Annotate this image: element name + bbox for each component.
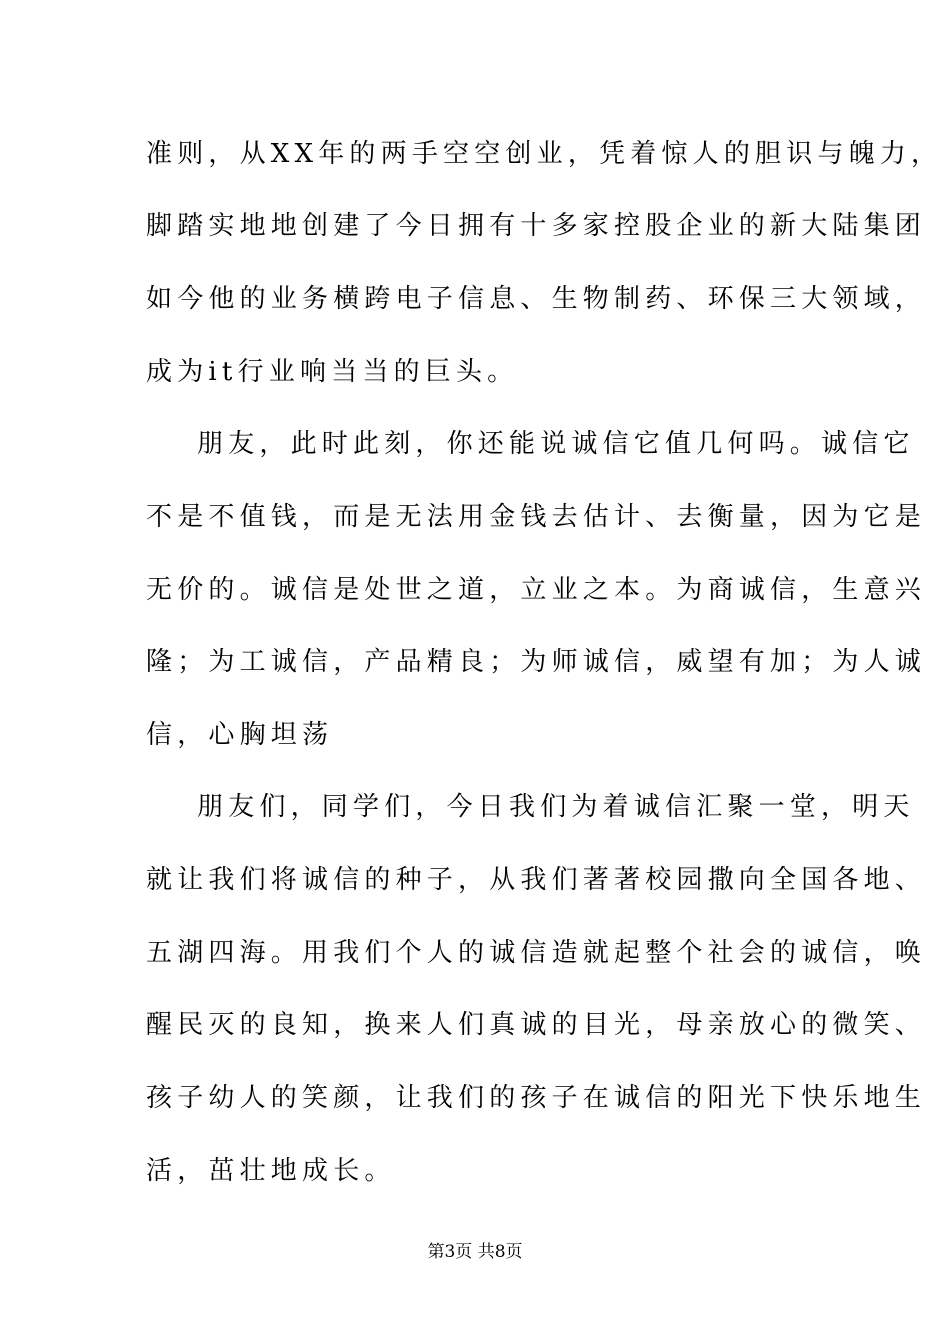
text-line: 无价的。诚信是处世之道，立业之本。为商诚信，生意兴 [146,575,927,605]
text-line: 成为it行业响当当的巨头。 [146,357,519,387]
paragraph-first-line: 朋友，此时此刻，你还能说诚信它值几何吗。诚信它 [197,429,915,459]
text-line: 脚踏实地地创建了今日拥有十多家控股企业的新大陆集团 [146,211,927,241]
text-line: 活，茁壮地成长。 [146,1156,396,1186]
text-line: 不是不值钱，而是无法用金钱去估计、去衡量，因为它是 [146,502,927,532]
paragraph-first-line: 朋友们，同学们，今日我们为着诚信汇聚一堂，明天 [197,792,915,822]
text-line: 如今他的业务横跨电子信息、生物制药、环保三大领域， [146,284,927,314]
text-line: 孩子幼人的笑颜，让我们的孩子在诚信的阳光下快乐地生 [146,1083,927,1113]
text-line: 五湖四海。用我们个人的诚信造就起整个社会的诚信，唤 [146,938,927,968]
text-line: 就让我们将诚信的种子，从我们著著校园撒向全国各地、 [146,865,927,895]
text-line: 醒民灭的良知，换来人们真诚的目光，母亲放心的微笑、 [146,1010,927,1040]
text-line: 准则，从XX年的两手空空创业，凭着惊人的胆识与魄力， [146,139,943,169]
page-number: 第3页 共8页 [427,1242,523,1262]
text-line: 信，心胸坦荡 [146,720,334,750]
text-line: 隆；为工诚信，产品精良；为师诚信，威望有加；为人诚 [146,647,927,677]
